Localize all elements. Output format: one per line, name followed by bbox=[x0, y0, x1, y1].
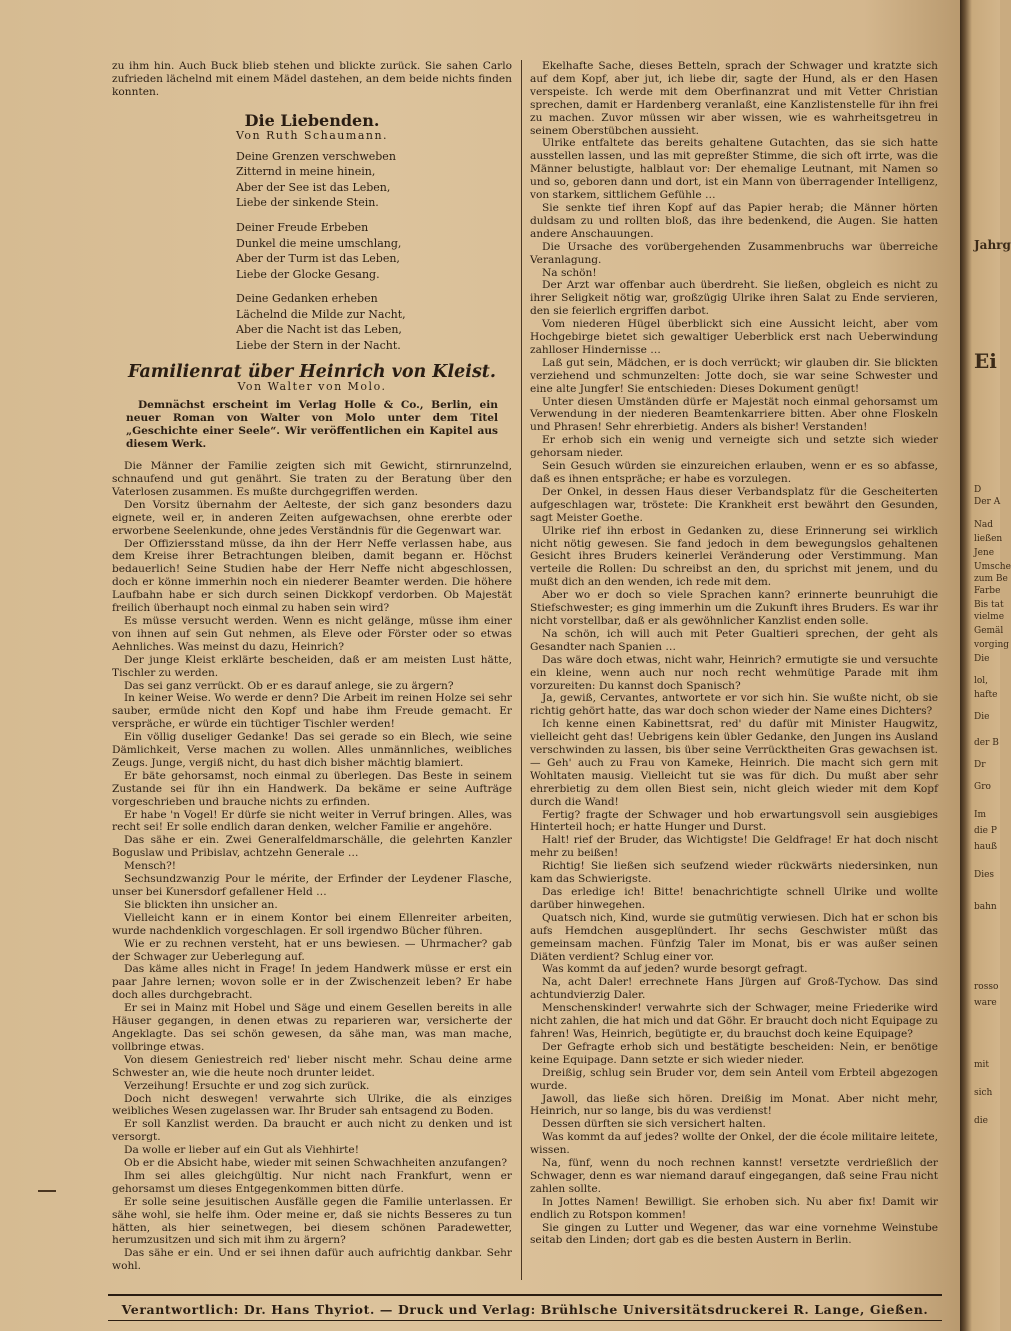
adjacent-page-edge bbox=[960, 0, 1011, 1331]
poem-line: Liebe der sinkende Stein. bbox=[236, 196, 379, 210]
story-paragraph: Der junge Kleist erklärte bescheiden, daß er am meisten Lust hätte, Tischler zu werden. bbox=[112, 653, 512, 679]
story-paragraph: In keiner Weise. Wo werde er denn? Die Arbeit im reinen Holze sei sehr sauber, ermüde nicht den Kopf und habe ihm Freude gemacht. Er verspräche, er würde ein tüchtiger Tischler werden! bbox=[112, 692, 512, 731]
imprint-footer: Verantwortlich: Dr. Hans Thyriot. — Druck und Verlag: Brühlsche Universitätsdruckerei R. Lange, Gießen. bbox=[121, 1302, 929, 1317]
story-paragraph: Na, fünf, wenn du noch rechnen kannst! versetzte verdrießlich der Schwager, denn es war niemand darauf eingegangen, daß seine Frau nicht zahlen sollte. bbox=[530, 1157, 938, 1195]
margin-mark bbox=[38, 1190, 56, 1192]
story-paragraph: Da wolle er lieber auf ein Gut als Viehhirte! bbox=[124, 1144, 359, 1157]
story-intro: Demnächst erscheint im Verlag Holle & Co., Berlin, ein neuer Roman von Walter von Molo unter dem Titel „Geschichte einer Seele“. Wir veröffentlichen ein Kapitel aus diesem Werk. bbox=[126, 399, 498, 451]
story-paragraph: Sie senkte tief ihren Kopf auf das Papier herab; die Männer hörten duldsam zu und rollten bloß, das ihre bedenkend, die Augen. Sie hatten andere Anschauungen. bbox=[530, 201, 938, 240]
story-paragraph: Das käme alles nicht in Frage! In jedem Handwerk müsse er erst ein paar Jahre lernen; wovon solle er in der Zwischenzeit leben? Er habe doch alles durchgebracht. bbox=[112, 963, 512, 1002]
story-paragraph: Ihm sei alles gleichgültig. Nur nicht nach Frankfurt, wenn er gehorsamst um dieses Entgegenkommen bitten dürfe. bbox=[112, 1169, 512, 1195]
poem-line: Aber der Turm ist das Leben, bbox=[236, 252, 400, 266]
poem-line: Deine Gedanken erheben bbox=[236, 292, 378, 306]
story-paragraph: Halt! rief der Bruder, das Wichtigste! Die Geldfrage! Er hat doch nischt mehr zu beißen! bbox=[530, 834, 938, 860]
story-paragraph: Dessen dürften sie sich versichert halten. bbox=[542, 1118, 766, 1131]
poem-line: Zitternd in meine hinein, bbox=[236, 165, 376, 179]
adjacent-page-fragment: Ei bbox=[974, 349, 997, 373]
story-paragraph: Verzeihung! Ersuchte er und zog sich zurück. bbox=[124, 1079, 370, 1092]
story-paragraph: Na, acht Daler! errechnete Hans Jürgen auf Groß-Tychow. Das sind achtundvierzig Daler. bbox=[530, 976, 938, 1002]
story-paragraph: Den Vorsitz übernahm der Aelteste, der sich ganz besonders dazu eignete, weil er, in anderen Zeiten aufgewachsen, ohne ererbte oder erworbene Seelenkunde, ohne jedes Verständnis für die Gegenwart war. bbox=[112, 498, 512, 537]
adjacent-page-fragment: Die bbox=[974, 654, 990, 664]
story-paragraph: Der Onkel, in dessen Haus dieser Verbandsplatz für die Gescheiterten aufgeschlagen war, tröstete: Die Krankheit erst bewährt den Gesunden, sagt Meister Goethe. bbox=[530, 485, 938, 524]
story-paragraph: Mensch?! bbox=[124, 860, 177, 873]
poem-line: Liebe der Glocke Gesang. bbox=[236, 267, 380, 281]
poem-line: Deiner Freude Erbeben bbox=[236, 220, 369, 234]
adjacent-page-fragment: Der A bbox=[974, 497, 1001, 507]
adjacent-page-fragment: hafte bbox=[974, 690, 998, 700]
story-paragraph: Aber wo er doch so viele Sprachen kann? erinnerte beunruhigt die Stiefschwester; es ging immerhin um die Zukunft ihres Bruders. Es war ihr nicht vorstellbar, daß er als gewöhnlicher Kanzlist enden solle. bbox=[530, 589, 938, 627]
story-paragraph: Ulrike rief ihn erbost in Gedanken zu, diese Erinnerung sei wirklich nicht nötig gewesen. Sie fand jedoch in dem bewegungslos gehaltenen Gesicht ihres Bruders keinerlei Veränderung oder Verstimmung. Man verteile die Rollen: Du schreibst an den, du sprichst mit jenem, und du mußt dich an den wenden, ich rede mit dem. bbox=[530, 524, 938, 589]
story-paragraph: Wie er zu rechnen versteht, hat er uns bewiesen. — Uhrmacher? gab der Schwager zur Ueberlegung auf. bbox=[112, 937, 512, 963]
adjacent-page-fragment: Farbe bbox=[974, 586, 1001, 596]
adjacent-page-fragment: die P bbox=[974, 826, 997, 836]
adjacent-page-fragment: vielme bbox=[974, 612, 1005, 622]
story-paragraph: Die Ursache des vorübergehenden Zusammenbruchs war überreiche Veranlagung. bbox=[530, 240, 938, 266]
story-paragraph: Das sei ganz verrückt. Ob er es darauf anlege, sie zu ärgern? bbox=[124, 679, 454, 692]
story-title: Familienrat über Heinrich von Kleist. bbox=[128, 361, 496, 382]
story-paragraph: Der Arzt war offenbar auch überdreht. Sie ließen, obgleich es nicht zu ihrer Seligkeit nötig war, großzügig Ulrike ihren Salat zu Ende servieren, den sie feierlich ergriffen darbot. bbox=[530, 279, 938, 318]
story-body-right bbox=[530, 60, 938, 1247]
poem-stanza bbox=[236, 220, 512, 282]
story-paragraph: Von diesem Geniestreich red' lieber nischt mehr. Schau deine arme Schwester an, wie die heute noch drunter leidet. bbox=[112, 1053, 512, 1079]
story-paragraph: Was kommt da auf jedes? wollte der Onkel, der die école militaire leitete, wissen. bbox=[530, 1131, 938, 1157]
poem-line: Dunkel die meine umschlang, bbox=[236, 236, 402, 250]
story-paragraph: Sie blickten ihn unsicher an. bbox=[124, 898, 278, 911]
story-paragraph: Na schön! bbox=[542, 266, 597, 279]
adjacent-page-fragment: Dies bbox=[974, 870, 995, 880]
adjacent-page-fragment: die bbox=[974, 1116, 988, 1126]
story-paragraph: Ulrike entfaltete das bereits gehaltene Gutachten, das sie sich hatte ausstellen lassen, und las mit gepreßter Stimme, die sich oft irrte, was die Männer belustigte, halblaut vor: Der ehemalige Leutnant, mit Namen so und so, geboren dann und dort, ist ein Mann von überragender Intelligenz, von starkem, sittlichem Gefühle … bbox=[530, 137, 938, 202]
adjacent-page-fragment: Gemäl bbox=[974, 626, 1004, 636]
left-column bbox=[112, 60, 512, 1273]
story-paragraph: Sie gingen zu Lutter und Wegener, das war eine vornehme Weinstube seitab den Linden; dort gab es die besten Austern in Berlin. bbox=[530, 1221, 938, 1247]
adjacent-page-fragment: Im bbox=[974, 810, 987, 820]
story-paragraph: Sein Gesuch würden sie einzureichen erlauben, wenn er es so abfasse, daß es ihnen entspräche; er habe es vorzulegen. bbox=[530, 460, 938, 485]
story-paragraph: Na schön, ich will auch mit Peter Gualtieri sprechen, der geht als Gesandter nach Spanien … bbox=[530, 627, 938, 653]
adjacent-page-fragment: rosso bbox=[974, 982, 999, 992]
story-paragraph: Dreißig, schlug sein Bruder vor, dem sein Anteil vom Erbteil abgezogen wurde. bbox=[530, 1066, 938, 1092]
poem bbox=[236, 149, 512, 354]
story-paragraph: Vom niederen Hügel überblickt sich eine Aussicht leicht, aber vom Hochgebirge bietet sich gewaltiger Ueberblick erst nach Ueberwindung zahlloser Hindernisse … bbox=[530, 318, 938, 356]
poem-stanza bbox=[236, 149, 512, 211]
story-paragraph: Richtig! Sie ließen sich seufzend wieder rückwärts niedersinken, nun kam das Schwierigste. bbox=[530, 860, 938, 886]
poem-line: Liebe der Stern in der Nacht. bbox=[236, 339, 401, 353]
adjacent-page-fragment: Bis tat bbox=[974, 600, 1004, 610]
story-paragraph: Ein völlig duseliger Gedanke! Das sei gerade so ein Blech, wie seine Dämlichkeit, Verse machen zu wollen. Alles unmännliches, weibliches Zeugs. Junge, vergiß nicht, du hast dich bisher mächtig blamiert. bbox=[112, 731, 512, 769]
story-paragraph: Das erledige ich! Bitte! benachrichtigte schnell Ulrike und wollte darüber hinwegehen. bbox=[530, 886, 938, 911]
footer-rule-bottom bbox=[108, 1320, 942, 1321]
story-paragraph: Er solle seine jesuitischen Ausfälle gegen die Familie unterlassen. Er sähe wohl, sie helfe ihm. Oder meine er, daß sie nichts Besseres zu tun hätten, als hier seinetwegen, bei diesem schönen Paradewetter, herumzusitzen und sich mit ihm zu ärgern? bbox=[112, 1195, 512, 1247]
story-paragraph: Die Männer der Familie zeigten sich mit Gewicht, stirnrunzelnd, schnaufend und gut genährt. Sie traten zu der Beratung über den Vaterlosen zusammen. Es mußte durchgegriffen werden. bbox=[112, 460, 512, 498]
adjacent-page-fragment: sich bbox=[974, 1088, 993, 1098]
poem-line: Aber der See ist das Leben, bbox=[236, 180, 391, 194]
continuation-text: zu ihm hin. Auch Buck blieb stehen und blickte zurück. Sie sahen Carlo zufrieden lächelnd mit einem Mädel dastehen, an dem beide nichts finden konnten. bbox=[112, 60, 512, 98]
poem-title: Die Liebenden. bbox=[244, 110, 380, 130]
story-paragraph: Der Offiziersstand müsse, da ihn der Herr Neffe verlassen habe, aus dem Kreise ihrer Betrachtungen bleiben, damit begann er. Höchst bedauerlich! Seine Studien habe der Herr Neffe nicht abgeschlossen, doch er könne immerhin noch ein niederer Beamter werden. Die höhere Laufbahn habe er sich durch seinen Dickkopf verdorben. Ob Majestät freilich überhaupt noch einmal zu haben sein wird? bbox=[112, 537, 512, 615]
poem-byline: Von Ruth Schaumann. bbox=[235, 128, 389, 142]
story-paragraph: Ob er die Absicht habe, wieder mit seinen Schwachheiten anzufangen? bbox=[124, 1157, 508, 1170]
poem-stanza bbox=[236, 291, 512, 353]
adjacent-page-fragment: D bbox=[974, 485, 982, 495]
footer-rule-top bbox=[108, 1294, 942, 1296]
story-paragraph: Das sähe er ein. Und er sei ihnen dafür auch aufrichtig dankbar. Sehr wohl. bbox=[112, 1247, 512, 1273]
adjacent-page-fragment: hauß bbox=[974, 842, 997, 852]
story-paragraph: Es müsse versucht werden. Wenn es nicht gelänge, müsse ihm einer von ihnen auf sein Gut nehmen, als Eleve oder Förster oder so etwas Aehnliches. Was meinst du dazu, Heinrich? bbox=[112, 614, 512, 653]
adjacent-page-fragment: Gro bbox=[974, 782, 991, 792]
adjacent-page-fragment: zum Be bbox=[974, 574, 1008, 584]
adjacent-page-fragment: vorging bbox=[974, 640, 1010, 650]
adjacent-page-fragment: bahn bbox=[974, 902, 997, 912]
story-paragraph: Ekelhafte Sache, dieses Betteln, sprach der Schwager und kratzte sich auf dem Kopf, aber jut, ich liebe dir, sagte der Hund, als er den Hasen verspeiste. Ich werde mit dem Oberfinanzrat und mit Vetter Christian sprechen, damit er Hardenberg veranlaßt, eine Kanzlistenstelle für ihn frei zu machen. Zuvor müssen wir aber wissen, wie es wahrheitsgetreu in seinem Oberstübchen aussieht. bbox=[530, 60, 938, 137]
story-paragraph: Unter diesen Umständen dürfe er Majestät noch einmal gehorsamst um Verwendung in der niederen Beamtenkarriere bitten. Aber ohne Floskeln und Phrasen! Sehr ehrerbietig. Anders als bisher! Verstanden! bbox=[530, 395, 938, 434]
adjacent-page-fragment: lol, bbox=[974, 676, 989, 686]
adjacent-page-fragment: ließen bbox=[974, 534, 1003, 544]
adjacent-page-fragment: mit bbox=[974, 1060, 990, 1070]
adjacent-page-fragment: Umsche bbox=[974, 562, 1011, 572]
right-column bbox=[530, 60, 938, 1247]
story-paragraph: Er bäte gehorsamst, noch einmal zu überlegen. Das Beste in seinem Zustande sei für ihn ein Handwerk. Da bekäme er seine Aufträge vorgeschrieben und brauche nichts zu erfinden. bbox=[112, 769, 512, 808]
poem-line: Lächelnd die Milde zur Nacht, bbox=[236, 307, 406, 321]
adjacent-page-fragment: Die bbox=[974, 712, 990, 722]
story-paragraph: Fertig? fragte der Schwager und hob erwartungsvoll sein ausgiebiges Hinterteil hoch; er hatte Hunger und Durst. bbox=[530, 808, 938, 834]
adjacent-page-fragment: Jene bbox=[974, 548, 995, 558]
story-paragraph: Jawoll, das ließe sich hören. Dreißig im Monat. Aber nicht mehr, Heinrich, nur so lange, bis du was verdienst! bbox=[530, 1092, 938, 1118]
story-body-left bbox=[112, 460, 512, 1273]
story-paragraph: Vielleicht kann er in einem Kontor bei einem Ellenreiter arbeiten, wurde nachdenklich vorgeschlagen. Er soll irgendwo Bücher führen. bbox=[112, 911, 512, 937]
story-paragraph: Ich kenne einen Kabinettsrat, red' du dafür mit Minister Haugwitz, vielleicht geht das! Uebrigens kein übler Gedanke, den Jungen ins Ausland verschwinden zu lassen, bis über seine Verrücktheiten Gras gewachsen ist. — Geh' auch zu Frau von Kameke, Heinrich. Die macht sich gern mit Wohltaten mausig. Vielleicht tut sie was für dich. Du mußt aber sehr ehrerbietig zu dem ollen Biest sein, nicht gleich wieder mit dem Kopf durch die Wand! bbox=[530, 718, 938, 808]
story-paragraph: In Jottes Namen! Bewilligt. Sie erhoben sich. Nu aber fix! Damit wir endlich zu Rotspon kommen! bbox=[530, 1195, 938, 1221]
story-paragraph: Quatsch nich, Kind, wurde sie gutmütig verwiesen. Dich hat er schon bis aufs Hemdchen ausgeplündert. Ihr sechs Geschwister müßt das gemeinsam machen. Fünfzig Taler im Monat, bis er was außer seinen Diäten verdient? Schlug einer vor. bbox=[530, 911, 938, 963]
story-paragraph: Doch nicht deswegen! verwahrte sich Ulrike, die als einziges weibliches Wesen zugelassen war. Ihr Bruder sah entsagend zu Boden. bbox=[112, 1092, 512, 1118]
story-paragraph: Laß gut sein, Mädchen, er is doch verrückt; wir glauben dir. Sie blickten verziehend und schmunzelten: Jotte doch, sie war seine Schwester und eine alte Jungfer! Sie entschieden: Dieses Dokument genügt! bbox=[530, 356, 938, 395]
story-paragraph: Er erhob sich ein wenig und verneigte sich und setzte sich wieder gehorsam nieder. bbox=[530, 434, 938, 460]
story-paragraph: Das sähe er ein. Zwei Generalfeldmarschälle, die gelehrten Kanzler Boguslaw und Pribislav, achtzehn Generale … bbox=[112, 834, 512, 860]
story-paragraph: Was kommt da auf jeden? wurde besorgt gefragt. bbox=[542, 963, 808, 976]
adjacent-page-fragment: Nad bbox=[974, 520, 994, 530]
story-paragraph: Der Gefragte erhob sich und bestätigte bescheiden: Nein, er benötige keine Equipage. Dann setzte er sich wieder nieder. bbox=[530, 1040, 938, 1066]
story-paragraph: Er habe 'n Vogel! Er dürfe sie nicht weiter in Verruf bringen. Alles, was recht sei! Er solle endlich daran denken, welcher Familie er angehöre. bbox=[112, 808, 512, 834]
column-divider bbox=[521, 60, 522, 1280]
story-paragraph: Er soll Kanzlist werden. Da braucht er auch nicht zu denken und ist versorgt. bbox=[112, 1118, 512, 1144]
story-paragraph: Sechsundzwanzig Pour le mérite, der Erfinder der Leydener Flasche, unser bei Kunersdorf gefallener Held … bbox=[112, 873, 512, 898]
story-byline: Von Walter von Molo. bbox=[237, 379, 387, 393]
adjacent-page-fragment: Dr bbox=[974, 760, 986, 770]
poem-line: Aber die Nacht ist das Leben, bbox=[236, 323, 402, 337]
story-paragraph: Menschenskinder! verwahrte sich der Schwager, meine Friederike wird nicht zahlen, die hat mich und dat Göhr. Er braucht doch nicht Equipage zu fahren! Was, Heinrich, begütigte er, du brauchst doch keine Equipage? bbox=[530, 1002, 938, 1040]
story-paragraph: Er sei in Mainz mit Hobel und Säge und einem Gesellen bereits in alle Häuser gegangen, in denen etwas zu reparieren war, versicherte der Angeklagte. Das sei schön gewesen, da sähe man, was man mache, vollbringe etwas. bbox=[112, 1002, 512, 1053]
adjacent-page-fragment: ware bbox=[974, 998, 997, 1008]
story-paragraph: Ja, gewiß, Cervantes, antwortete er vor sich hin. Sie wußte nicht, ob sie richtig gehört hatte, das war doch schon wieder der Name eines Dichters? bbox=[530, 692, 938, 718]
adjacent-page-fragment: Jahrg bbox=[974, 238, 1011, 252]
story-paragraph: Das wäre doch etwas, nicht wahr, Heinrich? ermutigte sie und versuchte ein kleine, wenn auch nur noch recht wehmütige Parade mit ihm vorzureiten: Du kannst doch Spanisch? bbox=[530, 653, 938, 692]
poem-line: Deine Grenzen verschweben bbox=[236, 149, 396, 163]
adjacent-page-fragment: der B bbox=[974, 738, 999, 748]
